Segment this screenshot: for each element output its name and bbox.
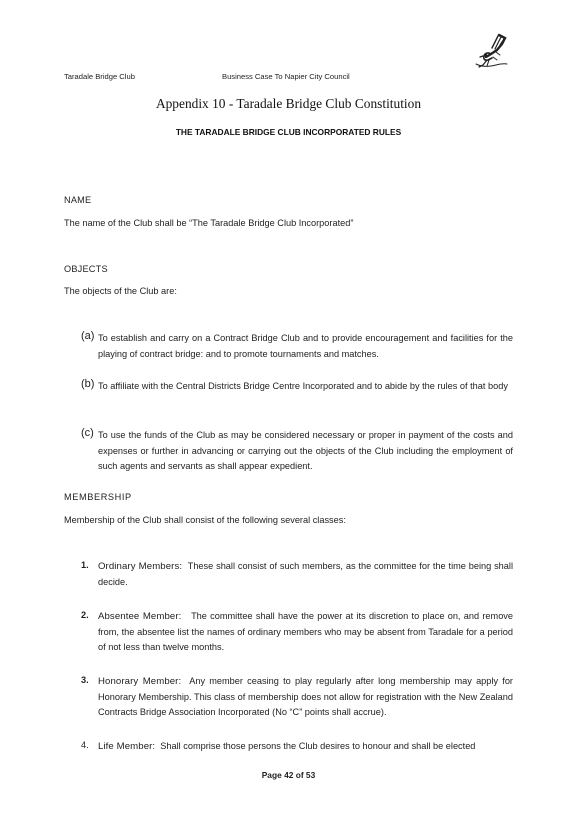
- membership-item: [98, 609, 513, 656]
- membership-item: [98, 559, 513, 590]
- membership-item-term: Absentee Member:: [98, 611, 182, 622]
- object-item-text: To establish and carry on a Contract Bridge Club and to provide encouragement and facilities for the playing of contract bridge: and to promote tournaments and matches.: [98, 333, 513, 359]
- membership-item-number: 1.: [81, 560, 89, 570]
- object-item-label: (c): [81, 427, 94, 439]
- membership-item-number: 2.: [81, 610, 89, 620]
- membership-item-text: Shall comprise those persons the Club desires to honour and shall be elected: [160, 741, 476, 751]
- object-item-text: To use the funds of the Club as may be considered necessary or proper in payment of the costs and expenses or further in advancing or carrying out the objects of the Club including the employment of such agents and servants as shall appear expedient.: [98, 430, 513, 471]
- membership-item-term: Honorary Member:: [98, 676, 182, 687]
- section-heading-name: NAME: [64, 195, 92, 205]
- membership-item-number: 3.: [81, 675, 89, 685]
- page-subtitle: THE TARADALE BRIDGE CLUB INCORPORATED RULES: [175, 127, 402, 137]
- membership-item: [98, 739, 513, 755]
- membership-item-text: These shall consist of such members, as the committee for the time being shall decide.: [98, 561, 513, 587]
- page-title: Appendix 10 - Taradale Bridge Club Constitution: [155, 96, 422, 111]
- running-header-club-name: Taradale Bridge Club: [64, 72, 135, 81]
- membership-item-term: Life Member:: [98, 741, 156, 752]
- membership-item-text: The committee shall have the power at its discretion to place on, and remove from, the absentee list the names of ordinary members who may be absent from Taradale for a period of not less than twelve months.: [98, 611, 514, 652]
- name-paragraph: The name of the Club shall be “The Taradale Bridge Club Incorporated”: [64, 218, 354, 228]
- membership-item-term: Ordinary Members:: [98, 561, 183, 572]
- objects-intro: The objects of the Club are:: [64, 286, 177, 296]
- object-item-label: (a): [81, 330, 95, 342]
- page-number-footer: Page 42 of 53: [261, 770, 316, 780]
- membership-item: [98, 674, 513, 721]
- section-heading-objects: OBJECTS: [64, 264, 108, 274]
- running-header-document-title: Business Case To Napier City Council: [222, 72, 350, 81]
- membership-intro: Membership of the Club shall consist of the following several classes:: [64, 515, 346, 525]
- fantail-bird-sketch-icon: [471, 30, 513, 72]
- object-item-text: To affiliate with the Central Districts Bridge Centre Incorporated and to abide by the rules of that body: [98, 381, 508, 391]
- object-item-label: (b): [81, 378, 95, 390]
- membership-item-number: 4.: [81, 740, 89, 750]
- membership-item-text: Any member ceasing to play regularly after long membership may apply for Honorary Membership. This class of membership does not allow for registration with the New Zealand Contracts Bridge Association Incorporated (No “C” points shall accrue).: [98, 676, 513, 717]
- section-heading-membership: MEMBERSHIP: [64, 492, 132, 502]
